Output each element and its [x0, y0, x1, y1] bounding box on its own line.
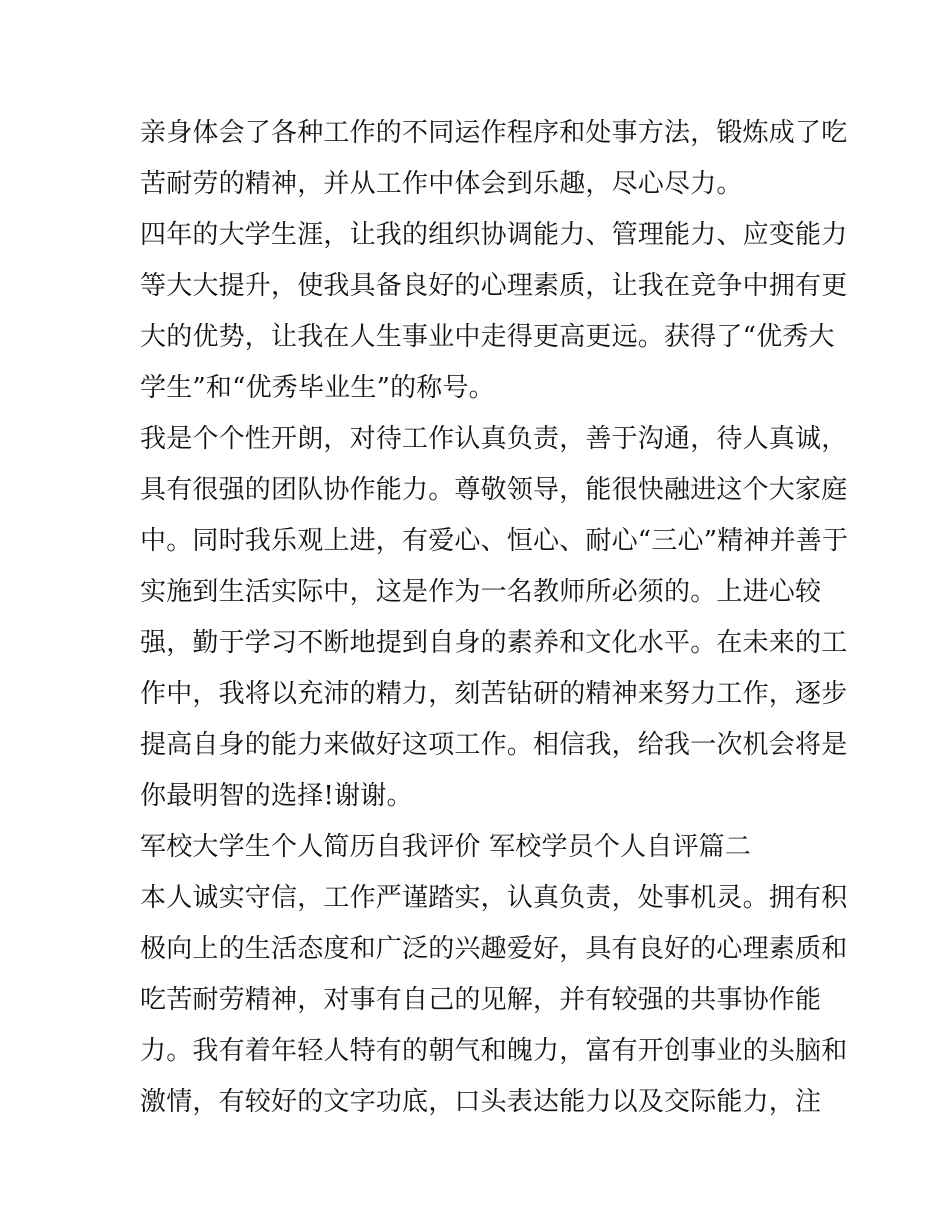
text-line: 学生”和“优秀毕业生”的称号。 — [140, 373, 495, 403]
text-line: 本人诚实守信，工作严谨踏实，认真负责，处事机灵。拥有积 — [140, 883, 848, 913]
text-line: 亲身体会了各种工作的不同运作程序和处事方法，锻炼成了吃 — [140, 118, 848, 148]
text-line: 中。同时我乐观上进，有爱心、恒心、耐心“三心”精神并善于 — [140, 526, 849, 556]
text-line: 力。我有着年轻人特有的朝气和魄力，富有开创事业的头脑和 — [140, 1036, 848, 1066]
text-line: 我是个个性开朗，对待工作认真负责，善于沟通，待人真诚， — [140, 424, 848, 454]
text-line: 大的优势，让我在人生事业中走得更高更远。获得了“优秀大 — [140, 322, 835, 352]
text-line: 苦耐劳的精神，并从工作中体会到乐趣，尽心尽力。 — [140, 169, 743, 199]
text-line: 强，勤于学习不断地提到自身的素养和文化水平。在未来的工 — [140, 628, 848, 658]
text-line: 等大大提升，使我具备良好的心理素质，让我在竞争中拥有更 — [140, 271, 848, 301]
text-line: 提高自身的能力来做好这项工作。相信我，给我一次机会将是 — [140, 730, 848, 760]
document-body — [140, 108, 849, 1128]
text-line: 吃苦耐劳精神，对事有自己的见解，并有较强的共事协作能 — [140, 985, 822, 1015]
text-line: 四年的大学生涯，让我的组织协调能力、管理能力、应变能力 — [140, 220, 848, 250]
text-line: 你最明智的选择!谢谢。 — [140, 781, 413, 811]
text-line: 作中，我将以充沛的精力，刻苦钻研的精神来努力工作，逐步 — [140, 679, 848, 709]
text-line: 实施到生活实际中，这是作为一名教师所必须的。上进心较 — [140, 577, 822, 607]
section-heading: 军校大学生个人简历自我评价 军校学员个人自评篇二 — [140, 832, 752, 862]
text-line: 极向上的生活态度和广泛的兴趣爱好，具有良好的心理素质和 — [140, 934, 848, 964]
text-line: 激情，有较好的文字功底，口头表达能力以及交际能力，注 — [140, 1087, 822, 1117]
text-line: 具有很强的团队协作能力。尊敬领导，能很快融进这个大家庭 — [140, 475, 848, 505]
